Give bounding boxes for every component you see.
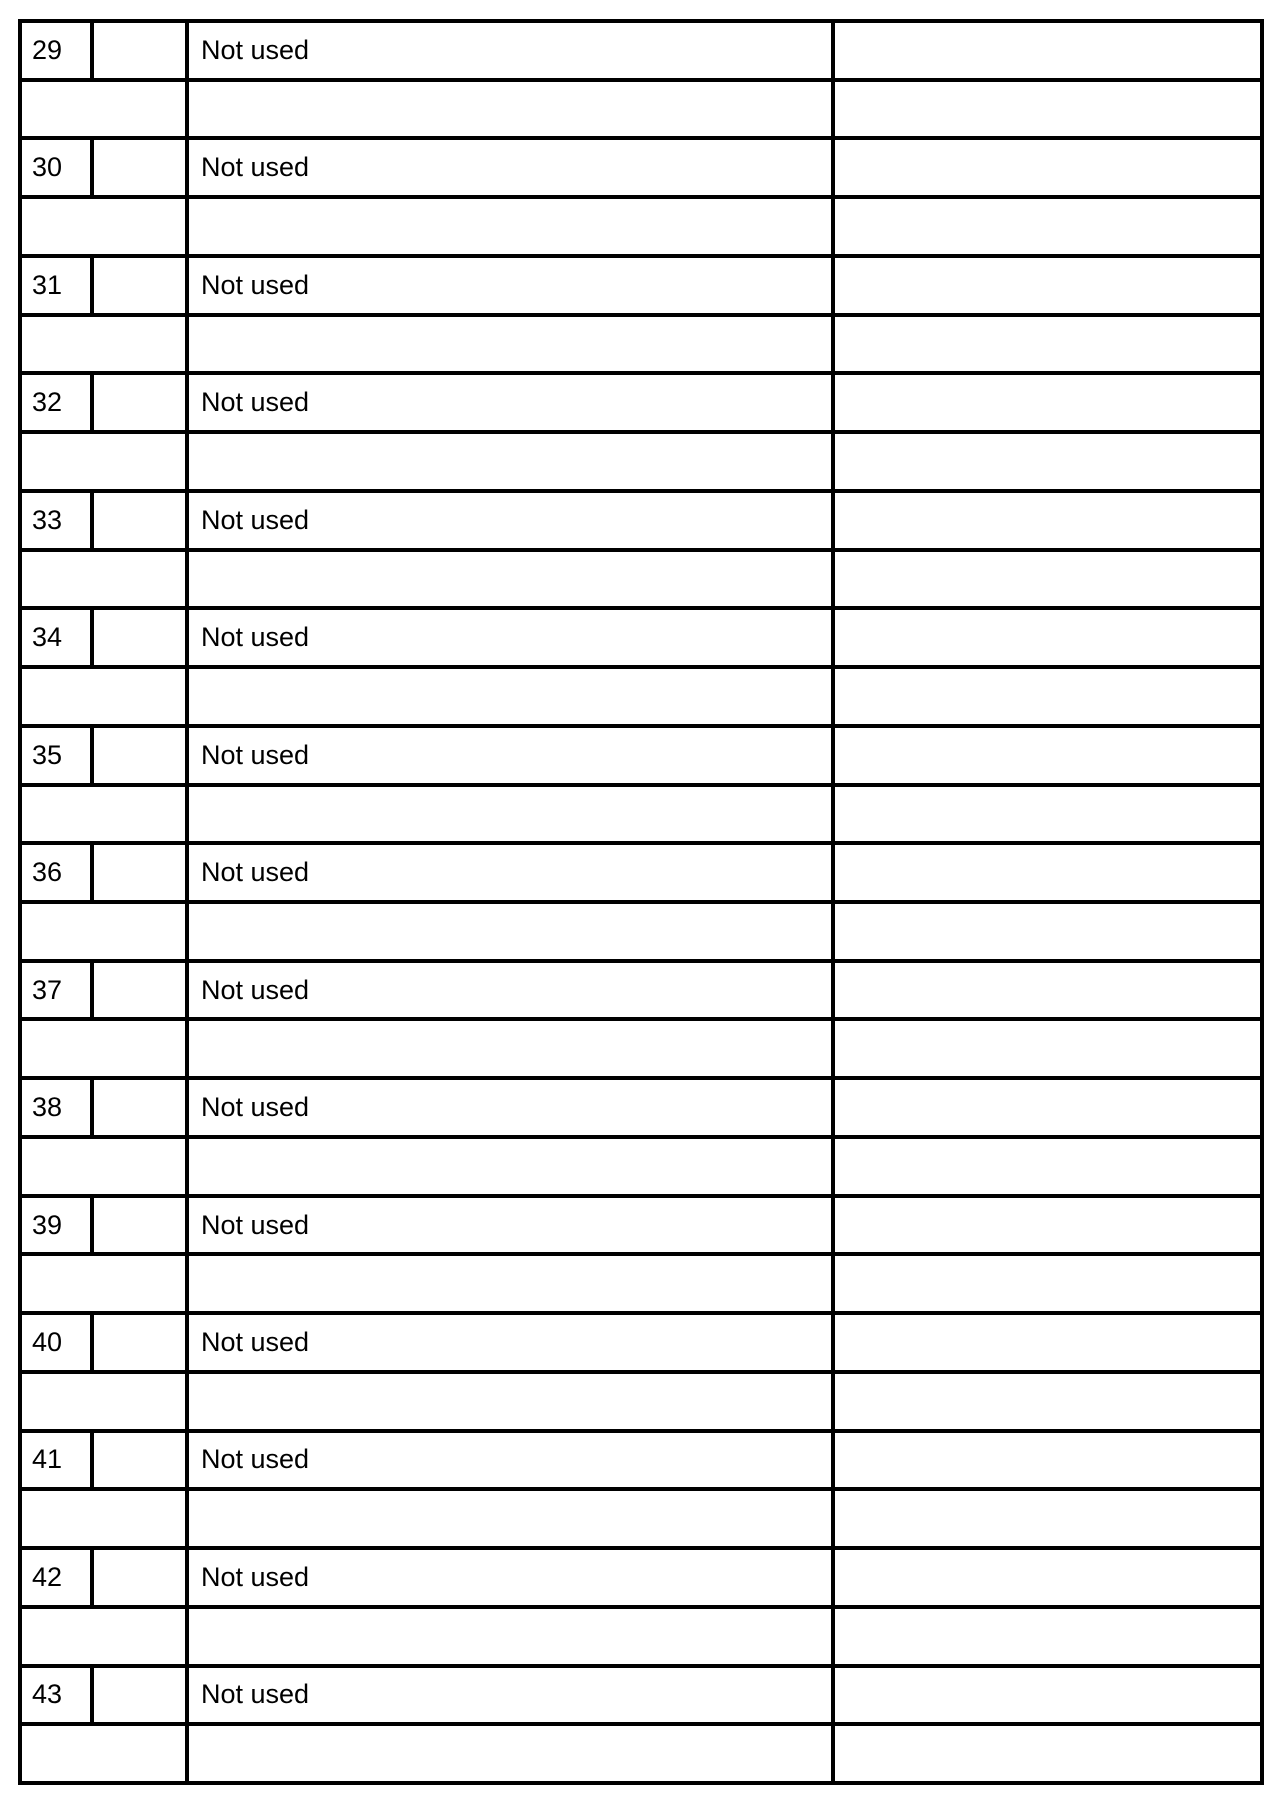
table-entry bbox=[22, 254, 1260, 371]
entries-table bbox=[22, 23, 1260, 1781]
table-subrow bbox=[22, 195, 1260, 254]
notes-cell bbox=[831, 1315, 1260, 1370]
table-subrow bbox=[22, 1370, 1260, 1429]
empty-description-cell bbox=[185, 669, 831, 724]
notes-cell bbox=[831, 1080, 1260, 1135]
blank-cell bbox=[94, 1080, 185, 1135]
empty-description-cell bbox=[185, 1726, 831, 1781]
empty-cell bbox=[22, 1021, 185, 1076]
notes-cell bbox=[831, 493, 1260, 548]
empty-description-cell bbox=[185, 787, 831, 842]
table-entry bbox=[22, 1311, 1260, 1428]
table-entry bbox=[22, 1546, 1260, 1663]
table-subrow bbox=[22, 1722, 1260, 1781]
empty-cell bbox=[22, 904, 185, 959]
table-row bbox=[22, 375, 1260, 430]
description-cell: Not used bbox=[185, 728, 831, 783]
table-subrow bbox=[22, 548, 1260, 607]
notes-cell bbox=[831, 1668, 1260, 1723]
blank-cell bbox=[94, 1433, 185, 1488]
description-cell: Not used bbox=[185, 963, 831, 1018]
empty-notes-cell bbox=[831, 552, 1260, 607]
empty-cell bbox=[22, 1726, 185, 1781]
description-cell: Not used bbox=[185, 1433, 831, 1488]
description-cell: Not used bbox=[185, 23, 831, 78]
empty-notes-cell bbox=[831, 1374, 1260, 1429]
empty-cell bbox=[22, 552, 185, 607]
table-row bbox=[22, 1433, 1260, 1488]
notes-cell bbox=[831, 1550, 1260, 1605]
empty-description-cell bbox=[185, 1491, 831, 1546]
blank-cell bbox=[94, 375, 185, 430]
table-entry bbox=[22, 136, 1260, 253]
table-entry bbox=[22, 959, 1260, 1076]
notes-cell bbox=[831, 728, 1260, 783]
item-number-cell: 42 bbox=[22, 1550, 94, 1605]
blank-cell bbox=[94, 1550, 185, 1605]
blank-cell bbox=[94, 258, 185, 313]
empty-description-cell bbox=[185, 1256, 831, 1311]
table-subrow bbox=[22, 1252, 1260, 1311]
blank-cell bbox=[94, 610, 185, 665]
empty-cell bbox=[22, 317, 185, 372]
empty-description-cell bbox=[185, 1139, 831, 1194]
item-number-cell: 33 bbox=[22, 493, 94, 548]
empty-cell bbox=[22, 1256, 185, 1311]
table-subrow bbox=[22, 900, 1260, 959]
blank-cell bbox=[94, 845, 185, 900]
table-row bbox=[22, 23, 1260, 78]
table-row bbox=[22, 1198, 1260, 1253]
empty-cell bbox=[22, 1609, 185, 1664]
blank-cell bbox=[94, 140, 185, 195]
notes-cell bbox=[831, 1198, 1260, 1253]
item-number-cell: 29 bbox=[22, 23, 94, 78]
table-entry bbox=[22, 1664, 1260, 1781]
empty-cell bbox=[22, 1139, 185, 1194]
empty-notes-cell bbox=[831, 199, 1260, 254]
notes-cell bbox=[831, 610, 1260, 665]
empty-notes-cell bbox=[831, 904, 1260, 959]
item-number-cell: 32 bbox=[22, 375, 94, 430]
empty-notes-cell bbox=[831, 1021, 1260, 1076]
item-number-cell: 35 bbox=[22, 728, 94, 783]
empty-cell bbox=[22, 434, 185, 489]
empty-description-cell bbox=[185, 434, 831, 489]
notes-cell bbox=[831, 23, 1260, 78]
document-page bbox=[18, 19, 1264, 1785]
empty-description-cell bbox=[185, 1021, 831, 1076]
item-number-cell: 37 bbox=[22, 963, 94, 1018]
table-subrow bbox=[22, 1487, 1260, 1546]
description-cell: Not used bbox=[185, 1315, 831, 1370]
table-row bbox=[22, 258, 1260, 313]
table-row bbox=[22, 1315, 1260, 1370]
table-subrow bbox=[22, 665, 1260, 724]
item-number-cell: 41 bbox=[22, 1433, 94, 1488]
empty-description-cell bbox=[185, 552, 831, 607]
description-cell: Not used bbox=[185, 845, 831, 900]
item-number-cell: 34 bbox=[22, 610, 94, 665]
notes-cell bbox=[831, 1433, 1260, 1488]
table-subrow bbox=[22, 78, 1260, 137]
table-row bbox=[22, 610, 1260, 665]
description-cell: Not used bbox=[185, 493, 831, 548]
description-cell: Not used bbox=[185, 610, 831, 665]
item-number-cell: 36 bbox=[22, 845, 94, 900]
table-row bbox=[22, 1080, 1260, 1135]
item-number-cell: 30 bbox=[22, 140, 94, 195]
table-entry bbox=[22, 1076, 1260, 1193]
blank-cell bbox=[94, 1198, 185, 1253]
table-entry bbox=[22, 841, 1260, 958]
table-row bbox=[22, 728, 1260, 783]
table-row bbox=[22, 845, 1260, 900]
table-subrow bbox=[22, 430, 1260, 489]
empty-cell bbox=[22, 1374, 185, 1429]
table-entry bbox=[22, 489, 1260, 606]
table-row bbox=[22, 140, 1260, 195]
item-number-cell: 40 bbox=[22, 1315, 94, 1370]
description-cell: Not used bbox=[185, 1668, 831, 1723]
description-cell: Not used bbox=[185, 140, 831, 195]
empty-cell bbox=[22, 787, 185, 842]
empty-cell bbox=[22, 669, 185, 724]
item-number-cell: 43 bbox=[22, 1668, 94, 1723]
empty-notes-cell bbox=[831, 1256, 1260, 1311]
description-cell: Not used bbox=[185, 1198, 831, 1253]
blank-cell bbox=[94, 1668, 185, 1723]
empty-notes-cell bbox=[831, 787, 1260, 842]
table-subrow bbox=[22, 1605, 1260, 1664]
empty-description-cell bbox=[185, 1374, 831, 1429]
blank-cell bbox=[94, 23, 185, 78]
item-number-cell: 38 bbox=[22, 1080, 94, 1135]
empty-notes-cell bbox=[831, 82, 1260, 137]
table-subrow bbox=[22, 313, 1260, 372]
description-cell: Not used bbox=[185, 1080, 831, 1135]
empty-description-cell bbox=[185, 1609, 831, 1664]
notes-cell bbox=[831, 375, 1260, 430]
table-entry bbox=[22, 371, 1260, 488]
blank-cell bbox=[94, 963, 185, 1018]
empty-description-cell bbox=[185, 199, 831, 254]
table-subrow bbox=[22, 1017, 1260, 1076]
notes-cell bbox=[831, 258, 1260, 313]
empty-notes-cell bbox=[831, 1139, 1260, 1194]
table-row bbox=[22, 963, 1260, 1018]
blank-cell bbox=[94, 1315, 185, 1370]
table-subrow bbox=[22, 1135, 1260, 1194]
notes-cell bbox=[831, 140, 1260, 195]
table-row bbox=[22, 1668, 1260, 1723]
description-cell: Not used bbox=[185, 375, 831, 430]
table-entry bbox=[22, 1194, 1260, 1311]
description-cell: Not used bbox=[185, 258, 831, 313]
table-entry bbox=[22, 724, 1260, 841]
notes-cell bbox=[831, 963, 1260, 1018]
empty-notes-cell bbox=[831, 1609, 1260, 1664]
empty-description-cell bbox=[185, 317, 831, 372]
item-number-cell: 31 bbox=[22, 258, 94, 313]
description-cell: Not used bbox=[185, 1550, 831, 1605]
table-row bbox=[22, 1550, 1260, 1605]
empty-description-cell bbox=[185, 904, 831, 959]
empty-notes-cell bbox=[831, 434, 1260, 489]
table-entry bbox=[22, 23, 1260, 136]
empty-notes-cell bbox=[831, 669, 1260, 724]
notes-cell bbox=[831, 845, 1260, 900]
table-row bbox=[22, 493, 1260, 548]
item-number-cell: 39 bbox=[22, 1198, 94, 1253]
table-entry bbox=[22, 606, 1260, 723]
empty-notes-cell bbox=[831, 317, 1260, 372]
empty-notes-cell bbox=[831, 1726, 1260, 1781]
empty-cell bbox=[22, 82, 185, 137]
empty-description-cell bbox=[185, 82, 831, 137]
empty-cell bbox=[22, 199, 185, 254]
blank-cell bbox=[94, 728, 185, 783]
empty-notes-cell bbox=[831, 1491, 1260, 1546]
table-subrow bbox=[22, 783, 1260, 842]
table-entry bbox=[22, 1429, 1260, 1546]
blank-cell bbox=[94, 493, 185, 548]
empty-cell bbox=[22, 1491, 185, 1546]
